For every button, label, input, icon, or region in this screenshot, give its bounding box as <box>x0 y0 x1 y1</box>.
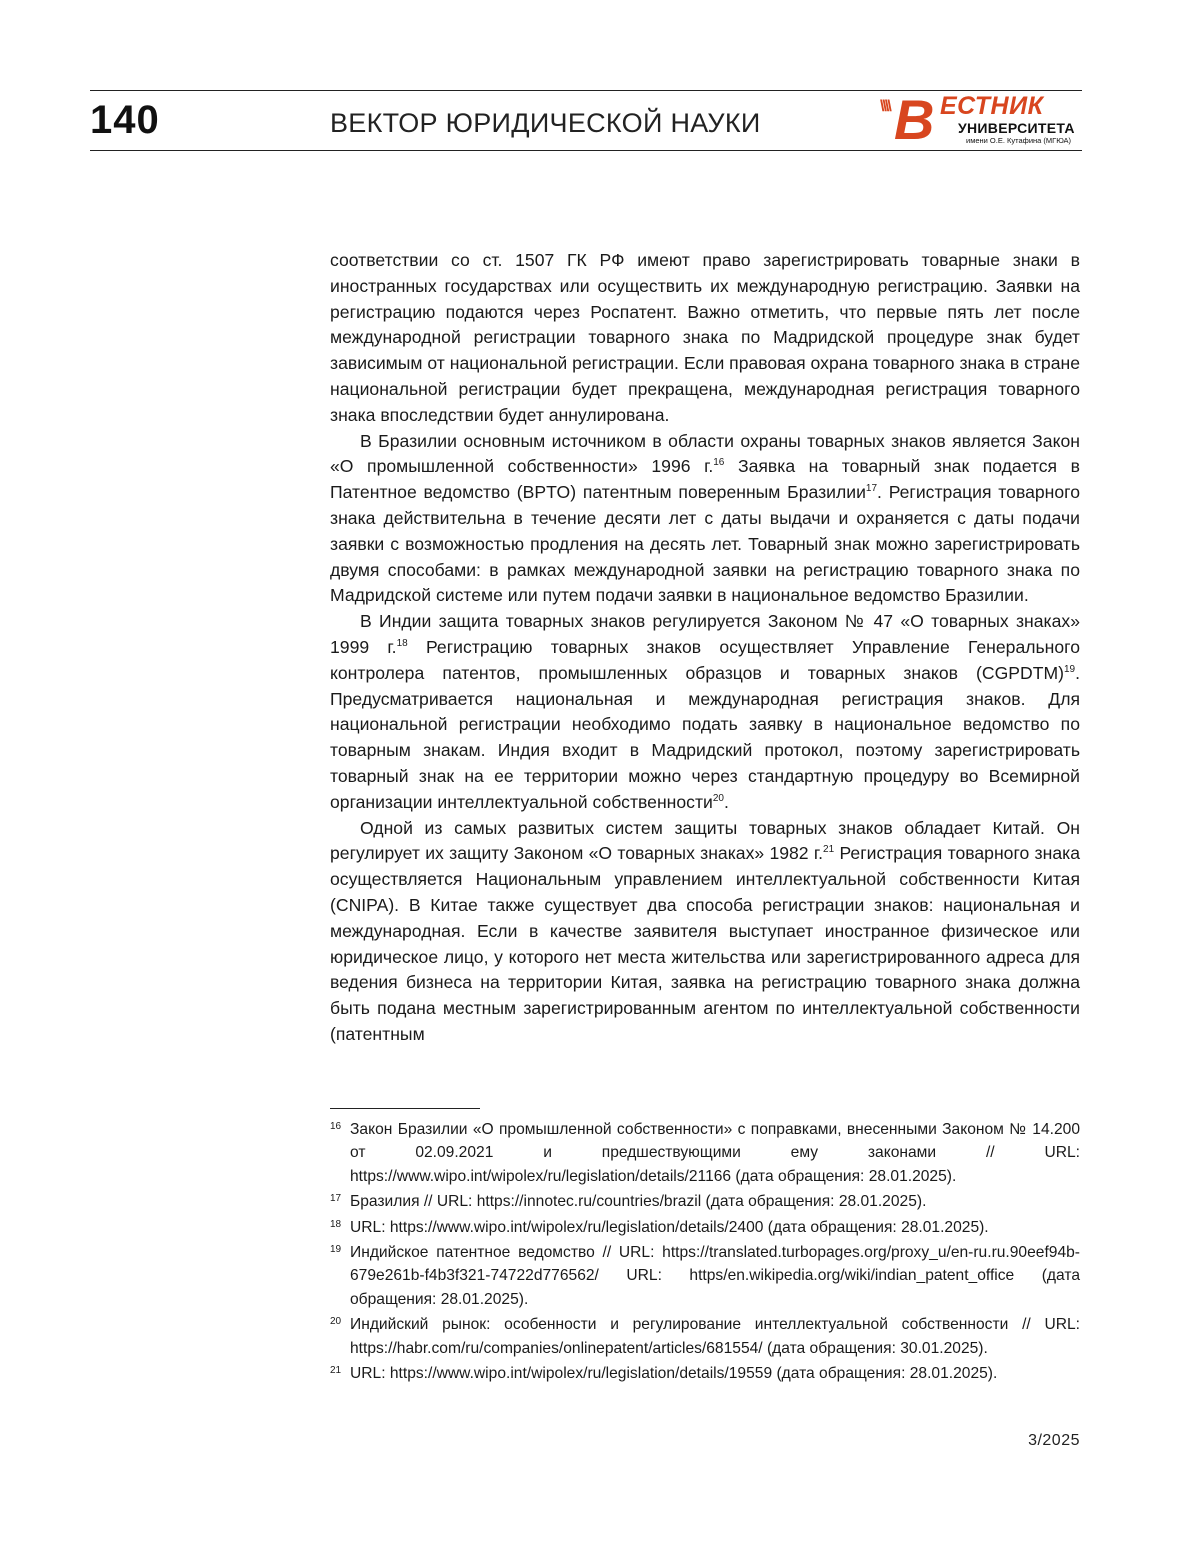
logo-word-university: УНИВЕРСИТЕТА <box>958 120 1075 136</box>
footnote-text: Индийское патентное ведомство // URL: https://translated.turbopages.org/proxy_u/en-ru.ru.90eef94b-679e261b-f4b3f321-74722d776562/ URL: https/en.wikipedia.org/wiki/indian_patent_office (дата обращения: 28.01.2025). <box>350 1244 1080 1308</box>
text-run: соответствии со ст. 1507 ГК РФ имеют право зарегистрировать товарные знаки в иностранных государствах или осуществить их международную регистрацию. Заявки на регистрацию подаются через Роспатент. Важно отметить, что первые пять лет после международной регистрации товарного знака по Мадридской процедуре знак будет зависимым от национальной регистрации. Если правовая охрана товарного знака в стране национальной регистрации будет прекращена, международная регистрация товарного знака впоследствии будет аннулирована. <box>330 250 1080 425</box>
footnote-number: 21 <box>330 1359 341 1382</box>
text-run: . <box>724 792 729 812</box>
issue-number: 3/2025 <box>1028 1432 1080 1450</box>
footnote-ref[interactable]: 19 <box>1064 664 1075 675</box>
paragraph <box>330 609 1080 815</box>
footnote-ref[interactable]: 18 <box>397 638 408 649</box>
paragraph <box>330 429 1080 610</box>
footnote-number: 16 <box>330 1115 341 1138</box>
footnote-number: 17 <box>330 1187 341 1210</box>
footnote <box>330 1216 1080 1239</box>
main-text <box>330 248 1080 1048</box>
logo-letter: В <box>894 92 934 148</box>
footnote-ref[interactable]: 21 <box>823 844 834 855</box>
paragraph <box>330 248 1080 429</box>
text-run: . Предусматривается национальная и международная регистрация знаков. Для национальной регистрации необходимо подать заявку в национальное ведомство по товарным знакам. Индия входит в Мадридский протокол, поэтому зарегистрировать товарный знак на ее территории можно через стандартную процедуру во Всемирной организации интеллектуальной собственности <box>330 663 1080 812</box>
running-title: ВЕКТОР ЮРИДИЧЕСКОЙ НАУКИ <box>330 108 761 139</box>
footnote <box>330 1118 1080 1188</box>
footnote-text: URL: https://www.wipo.int/wipolex/ru/legislation/details/19559 (дата обращения: 28.01.2025). <box>350 1365 997 1382</box>
text-run: В Бразилии основным источником в области охраны товарных знаков является Закон «О промышленной собственности» 1996 г. <box>330 431 1080 477</box>
text-run: Регистрацию товарных знаков осуществляет Управление Генерального контролера патентов, промышленных образцов и товарных знаков (CGPDTM) <box>330 637 1080 683</box>
text-run: . Регистрация товарного знака действительна в течение десяти лет с даты выдачи и охраняется с даты подачи заявки с возможностью продления на десять лет. Товарный знак можно зарегистрировать двумя способами: в рамках международной заявки на регистрацию товарного знака по Мадридской системе или путем подачи заявки в национальное ведомство Бразилии. <box>330 482 1080 605</box>
footnote <box>330 1362 1080 1385</box>
footnote <box>330 1190 1080 1213</box>
journal-logo <box>880 92 1082 148</box>
footnote-ref[interactable]: 17 <box>866 483 877 494</box>
footnote-text: Бразилия // URL: https://innotec.ru/countries/brazil (дата обращения: 28.01.2025). <box>350 1193 926 1210</box>
text-run: В Индии защита товарных знаков регулируется Законом № 47 «О товарных знаках» 1999 г. <box>330 611 1080 657</box>
logo-word-kutafin: имени О.Е. Кутафина (МГЮА) <box>966 136 1071 145</box>
footnote-ref[interactable]: 20 <box>713 793 724 804</box>
footnote-number: 18 <box>330 1213 341 1236</box>
paragraph <box>330 816 1080 1048</box>
logo-word-vestnik: ЕСТНИК <box>940 92 1043 121</box>
page-number: 140 <box>90 98 160 143</box>
footnote <box>330 1313 1080 1360</box>
text-run: Регистрация товарного знака осуществляется Национальным управлением интеллектуальной собственности Китая (CNIPA). В Китае также существует два способа регистрации знаков: национальная и международная. Если в качестве заявителя выступает иностранное физическое или юридическое лицо, у которого нет места жительства или зарегистрированного адреса для ведения бизнеса на территории Китая, заявка на регистрацию товарного знака должна быть подана местным зарегистрированным агентом по интеллектуальной собственности (патентным <box>330 843 1080 1044</box>
footnote-separator <box>330 1108 480 1109</box>
footnote-number: 19 <box>330 1238 341 1261</box>
footnote-text: Индийский рынок: особенности и регулирование интеллектуальной собственности // URL: https://habr.com/ru/companies/onlinepatent/articles/681554/ (дата обращения: 30.01.2025). <box>350 1316 1080 1356</box>
logo-streaks-icon: \\\\ <box>880 98 890 116</box>
header-bottom-rule <box>90 150 1082 151</box>
text-run: Одной из самых развитых систем защиты товарных знаков обладает Китай. Он регулирует их защиту Законом «О товарных знаках» 1982 г. <box>330 818 1080 864</box>
footnotes <box>330 1118 1080 1387</box>
text-run: Заявка на товарный знак подается в Патентное ведомство (BPTO) патентным поверенным Бразилии <box>330 456 1080 502</box>
footnote-text: Закон Бразилии «О промышленной собственности» с поправками, внесенными Законом № 14.200 от 02.09.2021 и предшествующими ему законами // URL: https://www.wipo.int/wipolex/ru/legislation/details/21166 (дата обращения: 28.01.2025). <box>350 1121 1080 1185</box>
footnote-ref[interactable]: 16 <box>713 457 724 468</box>
footnote-text: URL: https://www.wipo.int/wipolex/ru/legislation/details/2400 (дата обращения: 28.01.2025). <box>350 1219 989 1236</box>
footnote-number: 20 <box>330 1310 341 1333</box>
footnote <box>330 1241 1080 1311</box>
